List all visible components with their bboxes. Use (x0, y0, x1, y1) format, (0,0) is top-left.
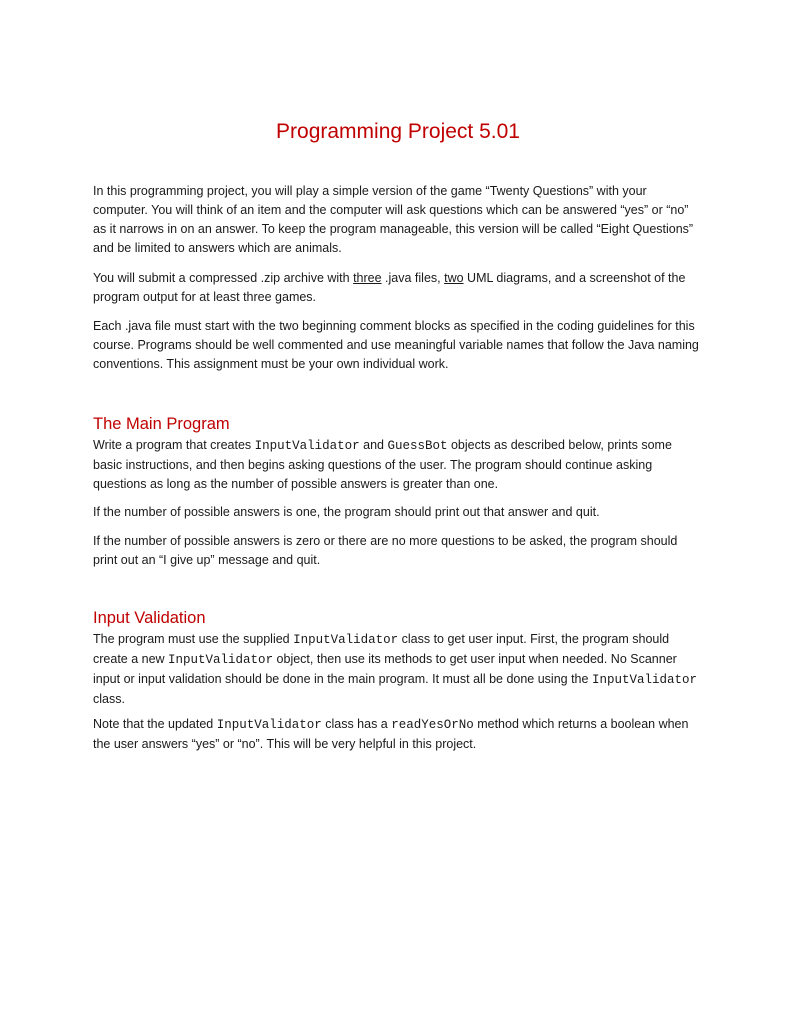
code-readyesorno: readYesOrNo (391, 718, 474, 732)
intro-paragraph-1: In this programming project, you will play a simple version of the game “Twenty Questions” with your computer. You will think of an item and the computer will ask questions which can be answered “yes” or “no” as it narrows in on an answer. To keep the program manageable, this version will be called “Eight Questions” and be limited to answers which are animals. (93, 184, 694, 255)
page-title: Programming Project 5.01 (276, 120, 520, 143)
code-inputvalidator: InputValidator (293, 633, 399, 647)
main-program-paragraph-1: Write a program that creates InputValidator and GuessBot objects as described below, prints some basic instructions, and then begins asking questions of the user. The program should continue asking questions as long as the number of possible answers is greater than one. (93, 438, 672, 491)
input-validation-paragraph-2: Note that the updated InputValidator class has a readYesOrNo method which returns a boolean when the user answers “yes” or “no”. This will be very helpful in this project. (93, 717, 689, 751)
code-inputvalidator: InputValidator (216, 718, 322, 732)
code-inputvalidator: InputValidator (168, 653, 274, 667)
heading-main-program: The Main Program (93, 415, 230, 433)
main-program-paragraph-3: If the number of possible answers is zero or there are no more questions to be asked, the program should print out an “I give up” message and quit. (93, 534, 678, 567)
intro-paragraph-2: You will submit a compressed .zip archive with three .java files, two UML diagrams, and a screenshot of the program output for at least three games. (93, 271, 686, 304)
input-validation-paragraph-1: The program must use the supplied InputValidator class to get user input. First, the program should create a new InputValidator object, then use its methods to get user input when needed. No Scanner input or input validation should be done in the main program. It must all be done using the InputValidator class. (93, 632, 697, 706)
underlined-two: two (444, 271, 464, 285)
intro-paragraph-3: Each .java file must start with the two beginning comment blocks as specified in the coding guidelines for this course. Programs should be well commented and use meaningful variable names that follow the Java naming conventions. This assignment must be your own individual work. (93, 319, 699, 371)
main-program-paragraph-2: If the number of possible answers is one, the program should print out that answer and quit. (93, 505, 600, 519)
code-guessbot: GuessBot (387, 439, 448, 453)
underlined-three: three (353, 271, 382, 285)
heading-input-validation: Input Validation (93, 609, 206, 627)
code-inputvalidator: InputValidator (591, 673, 697, 687)
code-inputvalidator: InputValidator (254, 439, 360, 453)
